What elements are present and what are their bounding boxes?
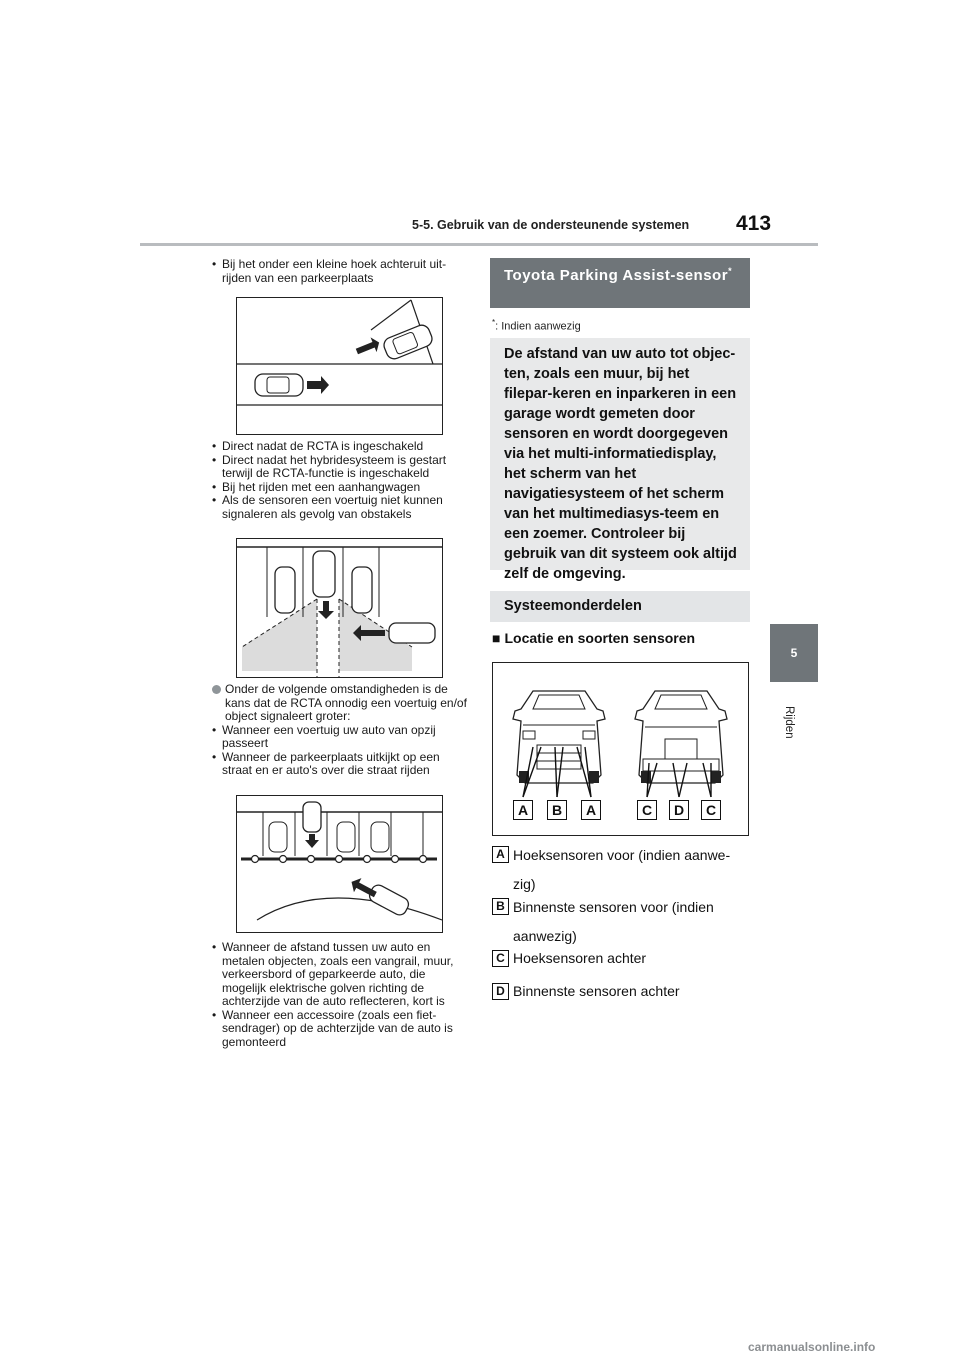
legend-key: C xyxy=(492,950,509,967)
watermark: carmanualsonline.info xyxy=(748,1340,876,1354)
list-item: • Direct nadat het hybridesysteem is gestart terwijl de RCTA-functie is ingeschakeld xyxy=(212,454,468,481)
legend-text: Hoeksensoren voor (indien aanwe-zig) xyxy=(513,847,731,892)
list-item: • Bij het rijden met een aanhangwagen xyxy=(212,481,468,495)
subsection-heading: Systeemonderdelen xyxy=(490,591,750,622)
list-item: • Bij het onder een kleine hoek achteruit uit-rijden van een parkeerplaats xyxy=(212,258,466,285)
bullet-block-1 xyxy=(212,258,466,285)
figure-angled-exit xyxy=(236,297,443,435)
square-bullet-icon: ■ xyxy=(492,630,501,646)
figure-label-a-right: A xyxy=(581,800,601,820)
legend-key: B xyxy=(492,898,509,915)
figure-obstructed-sensors xyxy=(236,538,443,678)
chapter-label: Rijden xyxy=(783,706,795,739)
bullet-block-2 xyxy=(212,440,468,521)
page-number: 413 xyxy=(736,212,772,235)
figure-street-traffic xyxy=(236,795,443,933)
intro-text: De afstand van uw auto tot objec-ten, zoals een muur, bij het filepar-keren en inparkeren in een garage wordt gemeten door sensoren en wordt doorgegeven via het multi-informatiedisplay, het scherm van het navigatiesysteem of het scherm van het multimediasys-teem en een zoemer. Controleer bij gebruik van dit systeem ook altijd zelf de omgeving. xyxy=(504,346,737,582)
list-item: • Direct nadat de RCTA is ingeschakeld xyxy=(212,440,468,454)
note-item: Onder de volgende omstandigheden is de kans dat de RCTA onnodig een voertuig en/of object signaleert groter: xyxy=(212,683,468,724)
figure-sensor-locations xyxy=(492,662,749,836)
figure-label-c-right: C xyxy=(701,800,721,820)
legend-key: A xyxy=(492,846,509,863)
subheading xyxy=(492,630,695,646)
footnote xyxy=(492,318,581,333)
list-item: • Wanneer een voertuig uw auto van opzij passeert xyxy=(212,724,468,751)
list-item: • Als de sensoren een voertuig niet kunnen signaleren als gevolg van obstakels xyxy=(212,494,468,521)
bullet-block-4 xyxy=(212,941,468,1049)
figure-label-c-left: C xyxy=(637,800,657,820)
section-heading-text: Toyota Parking Assist-sensor xyxy=(504,267,729,284)
section-header: 5-5. Gebruik van de ondersteunende systemen xyxy=(412,218,690,232)
footnote-text: : Indien aanwezig xyxy=(495,320,581,333)
subheading-text: Locatie en soorten sensoren xyxy=(504,630,696,646)
legend-text: Binnenste sensoren voor (indien aanwezig) xyxy=(513,899,714,944)
figure-label-a-left: A xyxy=(513,800,533,820)
header-rule xyxy=(140,243,818,246)
section-heading xyxy=(490,258,750,308)
heading-star: * xyxy=(728,266,733,276)
list-item: • Wanneer een accessoire (zoals een fiet-sendrager) op de achterzijde van de auto is gemonteerd xyxy=(212,1009,468,1050)
legend-text: Hoeksensoren achter xyxy=(513,950,647,966)
intro-box xyxy=(490,338,750,582)
list-item: • Wanneer de parkeerplaats uitkijkt op een straat en er auto's over die straat rijden xyxy=(212,751,468,778)
figure-label-d: D xyxy=(669,800,689,820)
rear-car-drawing xyxy=(635,691,727,797)
circle-note-block xyxy=(212,683,468,778)
chapter-tab[interactable]: 5 xyxy=(770,624,818,682)
legend-text: Binnenste sensoren achter xyxy=(513,983,680,999)
legend-key: D xyxy=(492,983,509,1000)
figure-label-b: B xyxy=(547,800,567,820)
footnote-star: * xyxy=(492,318,496,327)
list-item: • Wanneer de afstand tussen uw auto en metalen objecten, zoals een vangrail, muur, verkeersbord of geparkeerde auto, die mogelijk elektrische golven richting de achterzijde van de auto reflecteren, kort is xyxy=(212,941,468,1009)
front-car-drawing xyxy=(513,691,605,797)
